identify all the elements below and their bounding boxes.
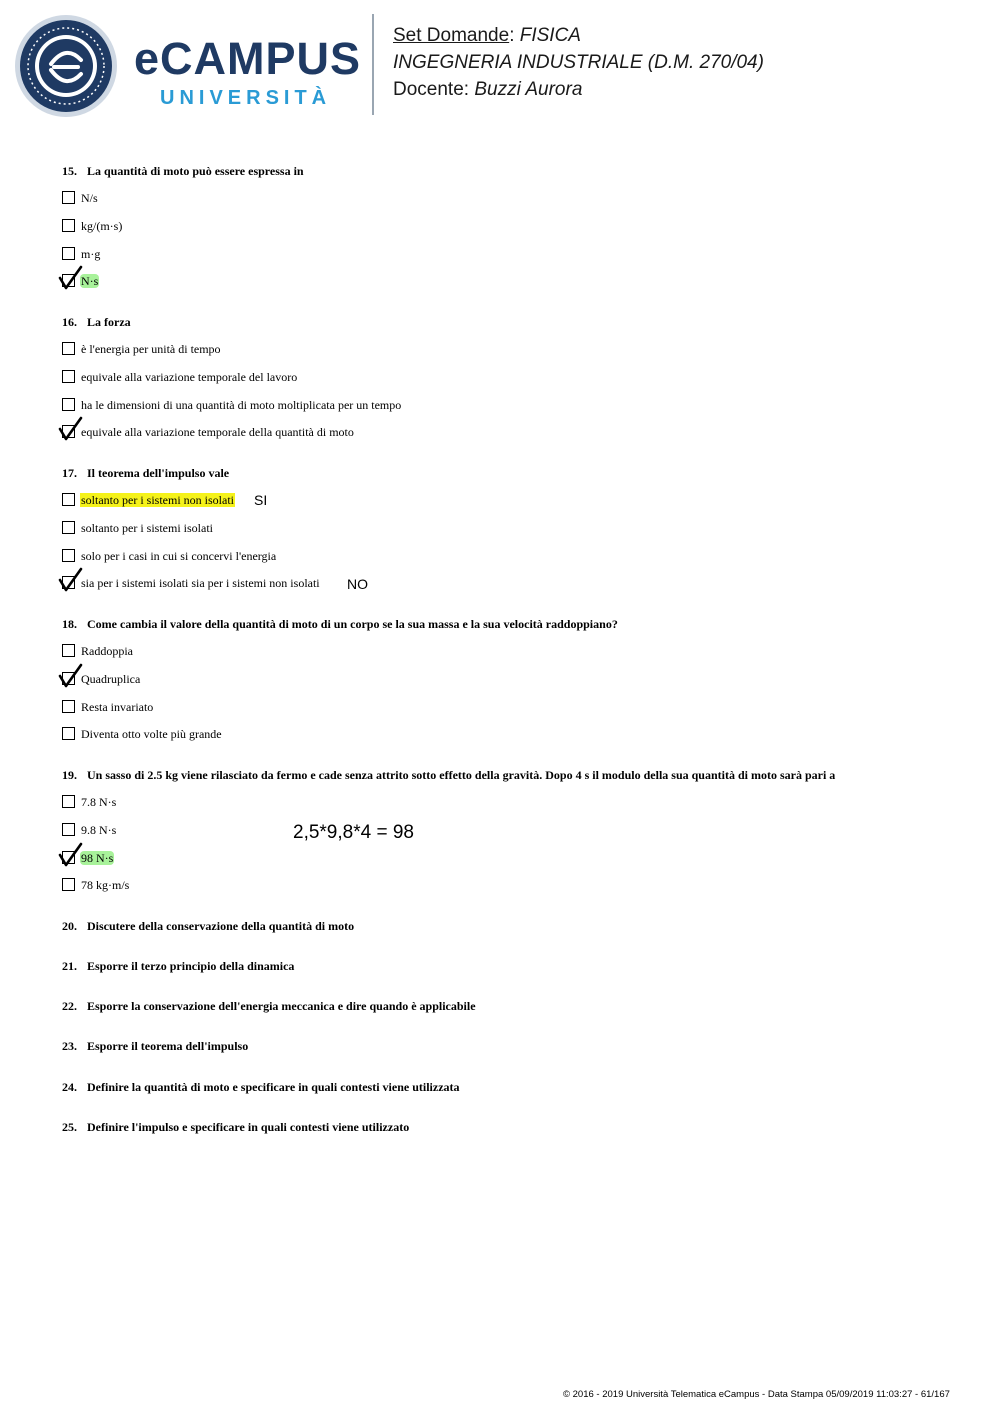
university-seal-icon bbox=[14, 14, 118, 118]
checkbox[interactable] bbox=[62, 493, 75, 506]
question-17: 17. Il teorema dell'impulso vale bbox=[62, 466, 230, 480]
checkbox[interactable] bbox=[62, 549, 75, 562]
question-24: 24. Definire la quantità di moto e specificare in quali contesti viene utilizzata bbox=[62, 1080, 460, 1094]
set-label: Set Domande bbox=[393, 25, 510, 46]
question-23: 23. Esporre il teorema dell'impulso bbox=[62, 1039, 249, 1053]
checkbox[interactable] bbox=[62, 398, 75, 411]
checkmark-icon bbox=[59, 266, 85, 292]
checkbox[interactable] bbox=[62, 191, 75, 204]
checkbox[interactable] bbox=[62, 370, 75, 383]
teacher-line bbox=[393, 76, 764, 103]
brand-subtitle: UNIVERSITÀ bbox=[160, 87, 332, 109]
question-21: 21. Esporre il terzo principio della dinamica bbox=[62, 959, 295, 973]
question-18: 18. Come cambia il valore della quantità di moto di un corpo se la sua massa e la sua velocità raddoppiano? bbox=[62, 617, 618, 631]
question-20: 20. Discutere della conservazione della quantità di moto bbox=[62, 919, 355, 933]
set-line bbox=[393, 22, 764, 49]
subject: FISICA bbox=[519, 25, 581, 46]
checkbox[interactable] bbox=[62, 644, 75, 657]
question-15: 15. La quantità di moto può essere espressa in bbox=[62, 164, 304, 178]
checkmark-icon bbox=[59, 417, 85, 443]
checkmark-icon bbox=[59, 568, 85, 594]
brand-name: eCAMPUS bbox=[134, 33, 362, 84]
checkbox[interactable] bbox=[62, 247, 75, 260]
checkbox[interactable] bbox=[62, 219, 75, 232]
teacher-label: Docente: bbox=[393, 79, 475, 100]
question-16: 16. La forza bbox=[62, 315, 131, 329]
checkmark-icon bbox=[59, 664, 85, 690]
ecampus-logo bbox=[14, 14, 364, 118]
checkbox[interactable] bbox=[62, 727, 75, 740]
header-divider bbox=[372, 14, 374, 115]
question-22: 22. Esporre la conservazione dell'energia meccanica e dire quando è applicabile bbox=[62, 999, 476, 1013]
header-info bbox=[393, 22, 764, 103]
handwritten-formula: 2,5*9,8*4 = 98 bbox=[293, 822, 414, 843]
course: INGEGNERIA INDUSTRIALE (D.M. 270/04) bbox=[393, 52, 764, 73]
handwritten-note: SI bbox=[254, 492, 268, 508]
set-separator: : bbox=[509, 25, 520, 46]
handwritten-note: NO bbox=[347, 576, 368, 592]
checkbox[interactable] bbox=[62, 823, 75, 836]
checkbox[interactable] bbox=[62, 521, 75, 534]
question-25: 25. Definire l'impulso e specificare in quali contesti viene utilizzato bbox=[62, 1120, 410, 1134]
checkbox[interactable] bbox=[62, 342, 75, 355]
question-19: 19. Un sasso di 2.5 kg viene rilasciato da fermo e cade senza attrito sotto effetto della gravità. Dopo 4 s il modulo della sua quantità di moto sarà pari a bbox=[62, 768, 836, 782]
page-footer: © 2016 - 2019 Università Telematica eCampus - Data Stampa 05/09/2019 11:03:27 - 61/167 bbox=[563, 1389, 950, 1400]
checkbox[interactable] bbox=[62, 700, 75, 713]
checkbox[interactable] bbox=[62, 795, 75, 808]
checkbox[interactable] bbox=[62, 878, 75, 891]
checkmark-icon bbox=[59, 843, 85, 869]
teacher-name: Buzzi Aurora bbox=[474, 79, 583, 100]
